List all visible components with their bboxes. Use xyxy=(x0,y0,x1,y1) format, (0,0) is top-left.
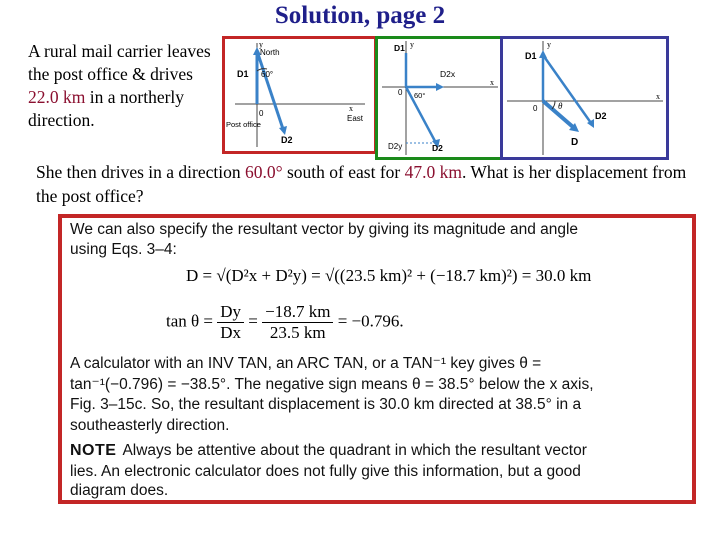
figure-b-green-frame xyxy=(375,36,503,160)
equation-magnitude: D = √(D²x + D²y) = √((23.5 km)² + (−18.7 km)²) = 30.0 km xyxy=(186,266,592,285)
fig3-x-label: x xyxy=(656,92,660,101)
fig2-y-label: y xyxy=(410,40,414,49)
fig1-y-label: y xyxy=(259,40,263,49)
figure-a-diagram xyxy=(225,39,374,151)
panel-line-2: using Eqs. 3–4: xyxy=(70,241,177,258)
question-distance: 47.0 km xyxy=(404,162,462,182)
fig1-angle-label: 60° xyxy=(261,70,274,79)
fig3-d2-label: D2 xyxy=(595,111,607,121)
equation-tangent: tan θ = $\frac{Dy}{Dx}$ = $\frac{-18.7 km}{23.5 km}$ = −0.796. xyxy=(166,302,404,342)
panel-line-5: Fig. 3–15c. So, the resultant displacement is 30.0 km directed at 38.5° in a xyxy=(70,396,582,413)
figure-c-blue-frame xyxy=(500,36,669,160)
fig2-angle-label: 60° xyxy=(414,91,426,100)
intro-distance: 22.0 km xyxy=(28,87,86,107)
eq2-num2: −18.7 km xyxy=(262,302,333,323)
slide-title: Solution, page 2 xyxy=(274,2,446,29)
fig1-east-label: East xyxy=(347,114,364,123)
panel-line-1: We can also specify the resultant vector by giving its magnitude and angle xyxy=(70,221,579,238)
fig1-d1-label: D1 xyxy=(237,69,249,79)
fig1-x-label: x xyxy=(349,104,353,113)
eq2-lhs: tan θ = xyxy=(166,311,213,331)
panel-line-6: southeasterly direction. xyxy=(70,417,230,434)
fig3-origin-label: 0 xyxy=(533,104,538,113)
fig1-post-office-label: Post office xyxy=(226,120,261,129)
eq2-den1: Dx xyxy=(220,323,242,342)
fig3-d-label: D xyxy=(571,137,579,148)
figure-b-diagram xyxy=(378,39,500,157)
eq2-fraction-symbolic xyxy=(217,302,244,343)
note-label: NOTE xyxy=(70,442,117,459)
panel-line-4: tan⁻¹(−0.796) = −38.5°. The negative sign means θ = 38.5° below the x axis, xyxy=(70,376,594,393)
fig1-d2-label: D2 xyxy=(281,135,293,145)
panel-note-line-3: diagram does. xyxy=(70,482,169,499)
intro-text: A rural mail carrier leaves the post office & drives 22.0 km in a northerly direction. xyxy=(28,41,211,130)
fig3-theta-label: θ xyxy=(558,101,563,111)
eq2-result: = −0.796. xyxy=(337,311,404,331)
eq2-den2: 23.5 km xyxy=(269,323,326,342)
eq2-num1: Dy xyxy=(217,302,244,323)
fig1-origin-label: 0 xyxy=(259,109,264,118)
question-text: She then drives in a direction 60.0° south of east for 47.0 km. What is her displacement from the post office? xyxy=(36,162,687,206)
fig2-d2-label: D2 xyxy=(432,143,443,153)
fig3-y-label: y xyxy=(547,40,551,49)
fig2-d1-label: D1 xyxy=(394,43,405,53)
fig1-north-label: North xyxy=(260,48,280,57)
figure-c-diagram xyxy=(503,39,666,157)
panel-note-line-1: NOTE Always be attentive about the quadrant in which the resultant vector xyxy=(70,442,587,459)
figure-a-red-frame xyxy=(222,36,377,154)
fig2-x-label: x xyxy=(490,78,494,87)
fig2-origin-label: 0 xyxy=(398,88,403,97)
question-angle: 60.0° xyxy=(244,162,283,182)
panel-line-3: A calculator with an INV TAN, an ARC TAN, or a TAN⁻¹ key gives θ = xyxy=(70,355,542,372)
fig2-d2y-label: D2y xyxy=(388,142,403,151)
panel-note-line-2: lies. An electronic calculator does not fully give this information, but a good xyxy=(70,463,581,480)
fig2-d2x-label: D2x xyxy=(440,69,456,79)
textbook-excerpt-panel xyxy=(58,214,696,504)
fig3-d1-label: D1 xyxy=(525,51,537,61)
eq2-fraction-numeric xyxy=(262,302,333,343)
